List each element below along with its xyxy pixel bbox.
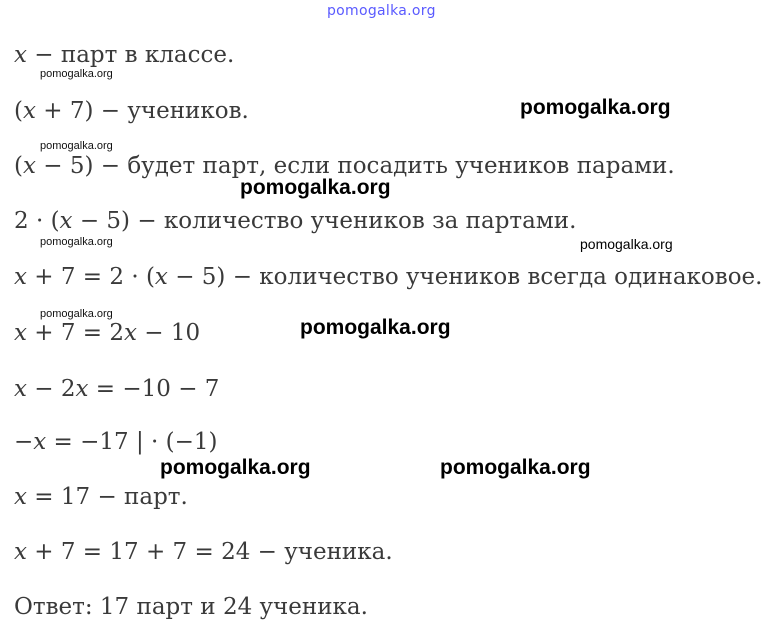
watermark-small: pomogalka.org [40,308,113,320]
watermark-small: pomogalka.org [40,140,113,152]
solution-line-10: 𝑥 + 7 = 17 + 7 = 24 − ученика. [14,539,393,565]
solution-line-5: 𝑥 + 7 = 2 · (𝑥 − 5) − количество учеников всегда одинаковое. [14,264,763,290]
solution-line-7: 𝑥 − 2𝑥 = −10 − 7 [14,376,220,402]
watermark-large: pomogalka.org [300,316,451,339]
watermark-large: pomogalka.org [520,96,671,119]
solution-line-9: 𝑥 = 17 − парт. [14,484,188,510]
answer-line: Ответ: 17 парт и 24 ученика. [14,594,368,620]
watermark-small: pomogalka.org [40,68,113,80]
watermark-top: pomogalka.org [327,3,436,19]
watermark-medium: pomogalka.org [580,236,673,252]
solution-line-3: (𝑥 − 5) − будет парт, если посадить учеников парами. [14,153,675,179]
solution-line-4: 2 · (𝑥 − 5) − количество учеников за партами. [14,208,577,234]
solution-line-6: 𝑥 + 7 = 2𝑥 − 10 [14,320,201,346]
watermark-large: pomogalka.org [440,456,591,479]
watermark-large: pomogalka.org [160,456,311,479]
solution-line-8: −𝑥 = −17 | · (−1) [14,429,218,455]
solution-line-2: (𝑥 + 7) − учеников. [14,98,249,124]
watermark-large: pomogalka.org [240,176,391,199]
watermark-small: pomogalka.org [40,236,113,248]
solution-line-1: 𝑥 − парт в классе. [14,42,235,68]
